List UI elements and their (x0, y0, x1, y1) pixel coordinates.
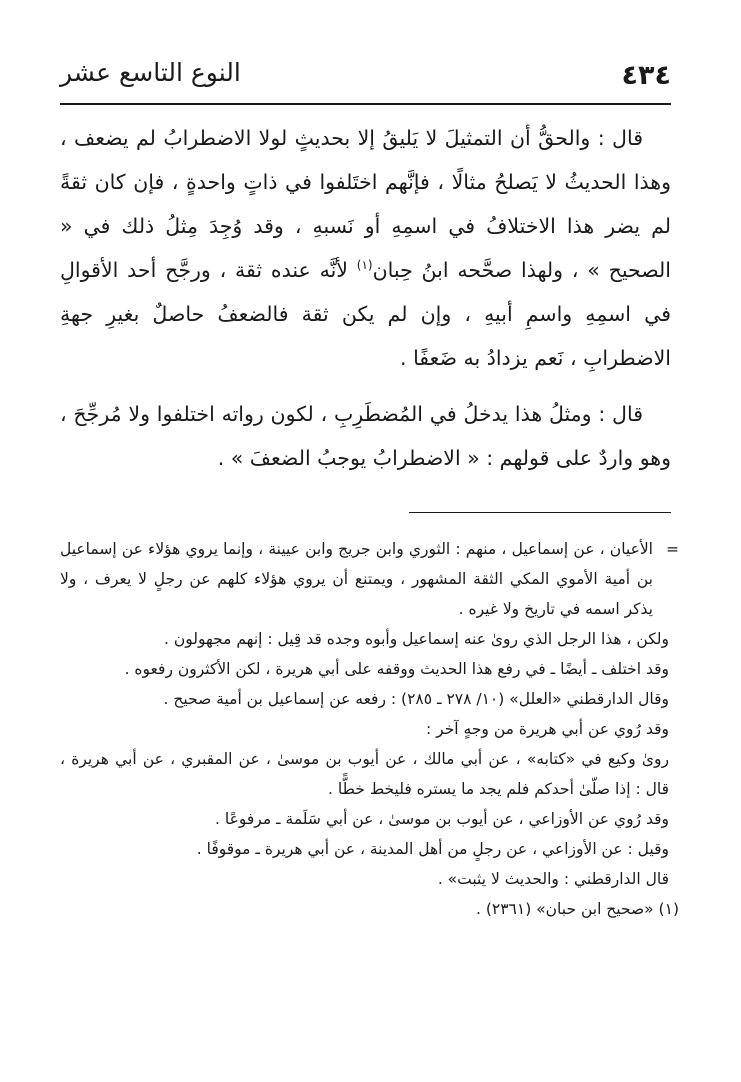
footnote-continuation (60, 534, 679, 624)
footnote-reference: (١) (356, 258, 373, 273)
footnote-line: قال الدارقطني : والحديث لا يثبت» . (437, 870, 669, 888)
continuation-mark: = (666, 540, 679, 558)
main-text (60, 116, 671, 492)
footnotes (60, 534, 679, 924)
footnote-line: وقيل : عن الأوزاعي ، عن رجلٍ من أهل المدينة ، عن أبي هريرة ـ موقوفًا . (196, 840, 669, 858)
footnote-line: وقال الدارقطني «العلل» (١٠/ ٢٧٨ ـ ٢٨٥) : رفعه عن إسماعيل بن أمية صحيح . (163, 690, 669, 708)
paragraph (60, 116, 671, 380)
footnote-1: (١) «صحيح ابن حبان» (٢٣٦١) . (475, 900, 679, 918)
paragraph: قال : ومثلُ هذا يدخلُ في المُضطَرِبِ ، لكون رواته اختلفوا ولا مُرجِّحَ ، وهو واردٌ على قولهم : « الاضطرابُ يوجبُ الضعفَ » . (60, 402, 671, 470)
footnote-line: وقد رُوي عن أبي هريرة من وجهٍ آخر : (426, 720, 669, 738)
page-number: ٤٣٤ (621, 60, 671, 91)
paragraph-text: قال : والحقُّ أن التمثيلَ لا يَليقُ إلا بحديثٍ لولا الاضطرابُ لم يضعف ، وهذا الحديثُ لا يَصلحُ مثالًا ، فإنَّهم اختَلفوا في ذاتٍ واحدةٍ ، فإن كان ثقةً لم يضر هذا الاختلافُ في اسمِهِ أو نَسبهِ ، وقد وُجِدَ مِثلُ ذلك في « الصحيح » ، ولهذا صحَّحه ابنُ حِبان (60, 126, 671, 282)
footnote-line: وقد رُوي عن الأوزاعي ، عن أيوب بن موسىٰ ، عن أبي سَلَمة ـ مرفوعًا . (215, 810, 669, 828)
footnote-separator (409, 512, 671, 513)
footnote-line: روىٰ وكيع في «كتابه» ، عن أبي مالك ، عن أيوب بن موسىٰ ، عن المقبري ، عن أبي هريرة ، قال : إذا صلّىٰ أحدكم فلم يجد ما يستره فليخط خطًّا . (60, 750, 669, 798)
paragraph-text: لأنَّه عنده ثقة ، ورجَّح أحد الأقوالِ في اسمِهِ واسمِ أبيهِ ، وإن لم يكن ثقة فالضعفُ حاصلٌ بغيرِ جهةِ الاضطرابِ ، نَعم يزدادُ به ضَعفًا . (60, 258, 671, 370)
running-title: النوع التاسع عشر (60, 58, 241, 87)
header-rule (60, 103, 671, 105)
page-header (60, 58, 671, 102)
footnote-line: وقد اختلف ـ أيضًا ـ في رفع هذا الحديث ووقفه على أبي هريرة ، لكن الأكثرون رفعوه . (124, 660, 669, 678)
footnote-text: الأعيان ، عن إسماعيل ، منهم : الثوري وابن جريج وابن عيينة ، وإنما يروي هؤلاء عن إسماعيل بن أمية الأموي المكي الثقة المشهور ، ويمتنع أن يروي هؤلاء كلهم عن رجلٍ لا يعرف ، ولا يذكر اسمه في تاريخ ولا غيره . (60, 540, 653, 618)
footnote-line: ولكن ، هذا الرجل الذي روىٰ عنه إسماعيل وأبوه وجده قد قِيل : إنهم مجهولون . (164, 630, 669, 648)
